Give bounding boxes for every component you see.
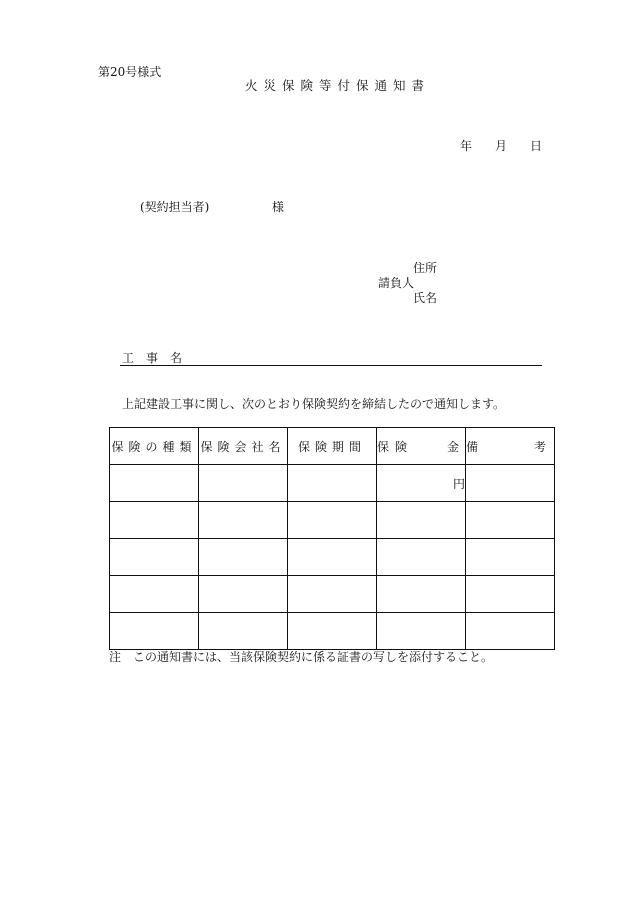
table-cell (110, 576, 199, 613)
table-cell (199, 613, 288, 650)
table-cell (199, 576, 288, 613)
header-insurance-type: 保険の種類 (110, 428, 199, 465)
insurance-table (109, 427, 555, 650)
date-year-label: 年 (460, 139, 473, 153)
table-cell (466, 502, 555, 539)
table-row (110, 502, 555, 539)
table-cell (110, 465, 199, 502)
table-cell (377, 613, 466, 650)
contractor-role-label: 請負人 (378, 276, 415, 290)
table-cell (288, 539, 377, 576)
table-header-row (110, 428, 555, 465)
attachment-note: 注 この通知書には、当該保険契約に係る証書の写しを添付すること。 (109, 650, 494, 664)
header-remarks-left: 備 (466, 439, 479, 454)
addressee-honorific: 様 (272, 200, 285, 214)
header-insurance-amount (377, 428, 466, 465)
table-cell (110, 613, 199, 650)
table-cell (466, 576, 555, 613)
table-cell (466, 465, 555, 502)
table-cell (288, 576, 377, 613)
table-cell (377, 539, 466, 576)
header-amount-right: 金 (446, 439, 459, 454)
table-row (110, 539, 555, 576)
table-row (110, 465, 555, 502)
table-cell (377, 502, 466, 539)
header-amount-left: 保険 (377, 439, 414, 454)
amount-cell (377, 465, 466, 502)
header-remarks (466, 428, 555, 465)
table-cell (199, 539, 288, 576)
table-cell (288, 502, 377, 539)
addressee-label: (契約担当者) (140, 200, 210, 214)
table-cell (110, 502, 199, 539)
table-cell (466, 539, 555, 576)
project-name-line (120, 365, 542, 366)
header-remarks-right: 考 (533, 439, 546, 454)
table-row (110, 576, 555, 613)
document-title: 火災保険等付保通知書 (245, 78, 431, 93)
table-cell (199, 465, 288, 502)
form-number: 第20号様式 (98, 65, 162, 79)
contractor-name-label: 氏名 (413, 291, 438, 305)
table-cell (110, 539, 199, 576)
table-cell (288, 613, 377, 650)
table-cell (377, 576, 466, 613)
table-cell (288, 465, 377, 502)
date-month-label: 月 (495, 139, 508, 153)
contractor-address-label: 住所 (413, 261, 438, 275)
table-row (110, 613, 555, 650)
table-cell (466, 613, 555, 650)
statement-text: 上記建設工事に関し、次のとおり保険契約を締結したので通知します。 (122, 397, 506, 411)
project-name-label: 工 事 名 (122, 351, 183, 365)
header-insurance-period: 保険期間 (288, 428, 377, 465)
header-insurance-company: 保険会社名 (199, 428, 288, 465)
table-cell (199, 502, 288, 539)
date-day-label: 日 (530, 139, 543, 153)
yen-unit: 円 (452, 476, 465, 491)
